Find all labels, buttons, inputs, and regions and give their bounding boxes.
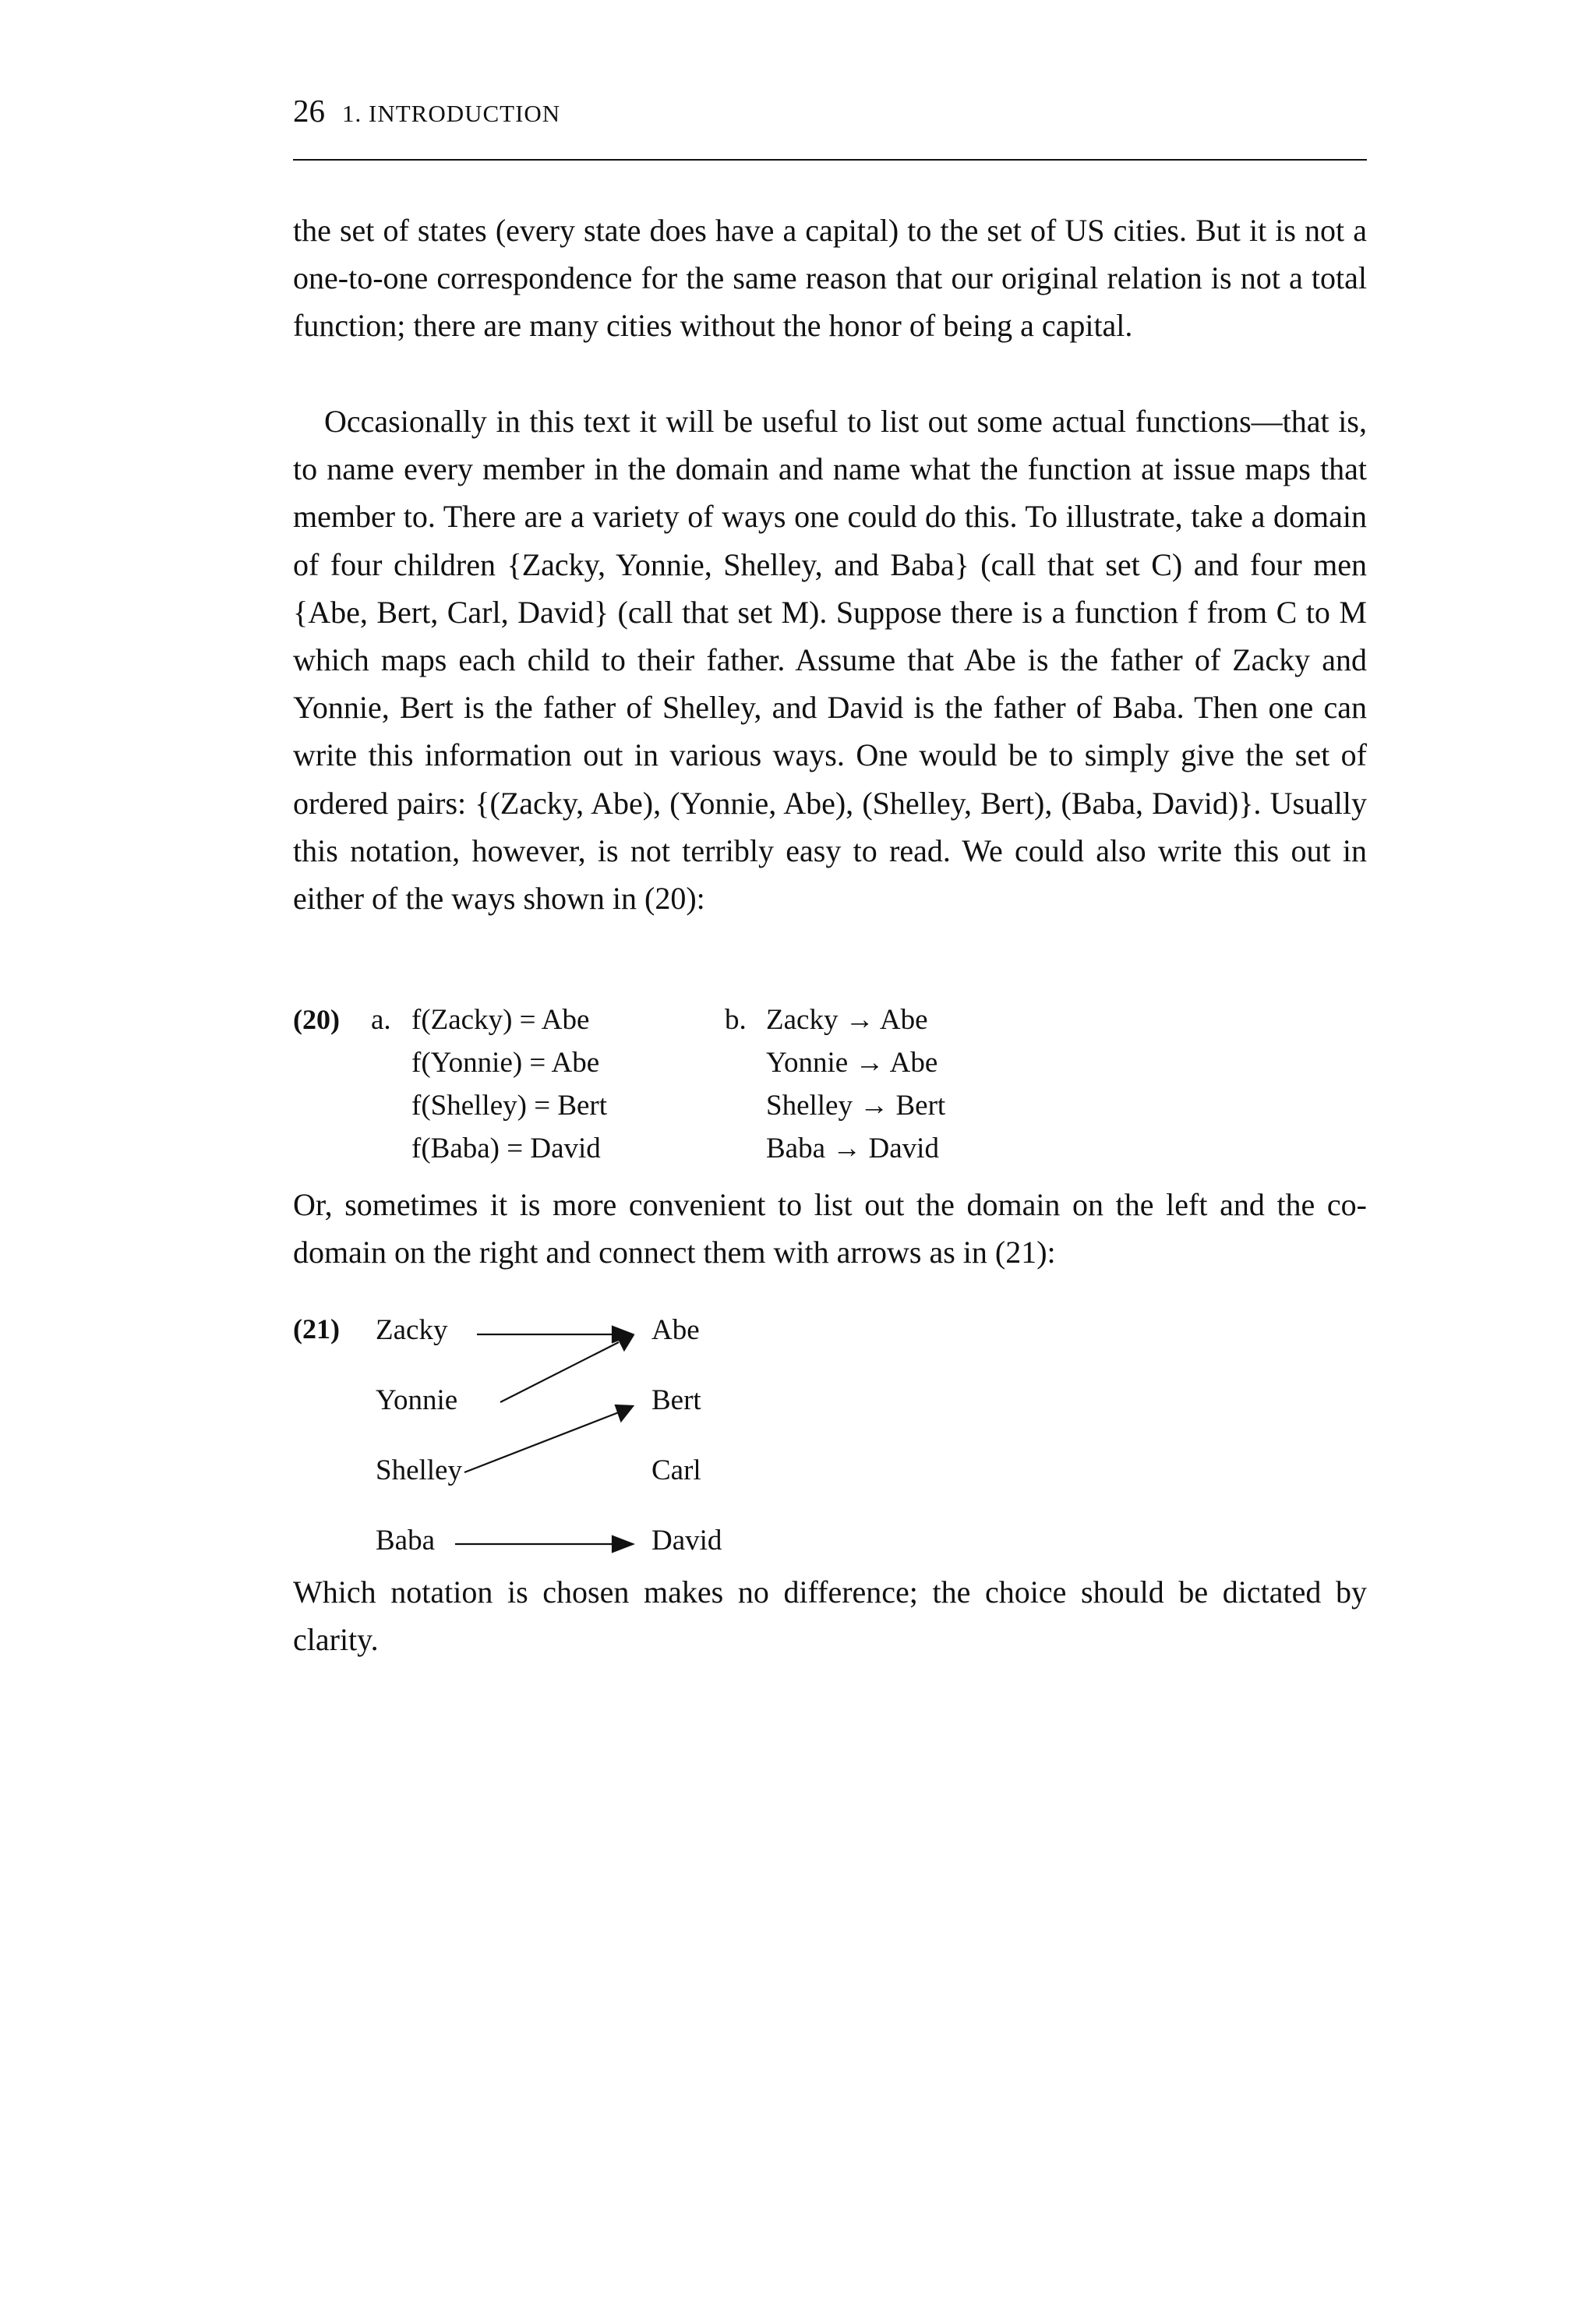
chapter-title: 1. INTRODUCTION	[342, 100, 561, 127]
codomain-node-david: David	[651, 1525, 722, 1557]
example-a-line: f(Zacky) = Abe	[411, 1004, 590, 1036]
paragraph-continuation: the set of states (every state does have a capital) to the set of US cities. But it is not a one-to-one correspondence for the same reason that our original relation is not a total function; there are many cities without the honor of being a capital.	[293, 213, 1367, 344]
arrowhead-icon	[617, 1336, 633, 1350]
arrow-yonnie-abe	[500, 1342, 619, 1402]
example-b-line: Zacky → Abe	[766, 1004, 928, 1036]
example-a-line: f(Shelley) = Bert	[411, 1090, 608, 1122]
example-a-line: f(Baba) = David	[411, 1133, 601, 1164]
example-a-line: f(Yonnie) = Abe	[411, 1047, 600, 1079]
arrow-shelley-bert	[464, 1412, 619, 1472]
page-number: 26	[293, 93, 325, 129]
example-b-line: Yonnie → Abe	[766, 1047, 938, 1079]
domain-node-shelley: Shelley	[376, 1454, 462, 1486]
codomain-node-abe: Abe	[651, 1314, 700, 1346]
arrowhead-icon	[613, 1536, 633, 1552]
example-label: (21)	[293, 1313, 340, 1345]
domain-node-zacky: Zacky	[376, 1314, 448, 1346]
paragraph-arrows-intro: Or, sometimes it is more convenient to list out the domain on the left and the co-domain on the right and connect them with arrows as in (21):	[293, 1187, 1367, 1270]
codomain-node-bert: Bert	[651, 1384, 701, 1416]
arrowhead-icon	[616, 1405, 633, 1421]
example-a-marker: a.	[371, 1004, 391, 1036]
domain-node-yonnie: Yonnie	[376, 1384, 458, 1416]
paragraph-conclusion: Which notation is chosen makes no difference; the choice should be dictated by clarity.	[293, 1574, 1367, 1658]
example-b-marker: b.	[725, 1004, 747, 1036]
domain-node-baba: Baba	[376, 1525, 436, 1557]
paragraph-functions: Occasionally in this text it will be useful to list out some actual functions—that is, to name every member in the domain and name what the function at issue maps that member to. There are a variety of ways one could do this. To illustrate, take a domain of four children {Zacky, Yonnie, Shelley, and Baba} (call that set C) and four men {Abe, Bert, Carl, David} (call that set M). Suppose there is a function f from C to M which maps each child to their father. Assume that Abe is the father of Zacky and Yonnie, Bert is the father of Shelley, and David is the father of Baba. Then one can write this information out in various ways. One would be to simply give the set of ordered pairs: {(Zacky, Abe), (Yonnie, Abe), (Shelley, Bert), (Baba, David)}. Usually this notation, however, is not terribly easy to read. We could also write this out in either of the ways shown in (20):	[293, 404, 1367, 917]
example-b-line: Baba → David	[766, 1133, 939, 1164]
example-label: (20)	[293, 1004, 340, 1035]
example-b-line: Shelley → Bert	[766, 1090, 946, 1122]
codomain-node-carl: Carl	[651, 1454, 701, 1486]
